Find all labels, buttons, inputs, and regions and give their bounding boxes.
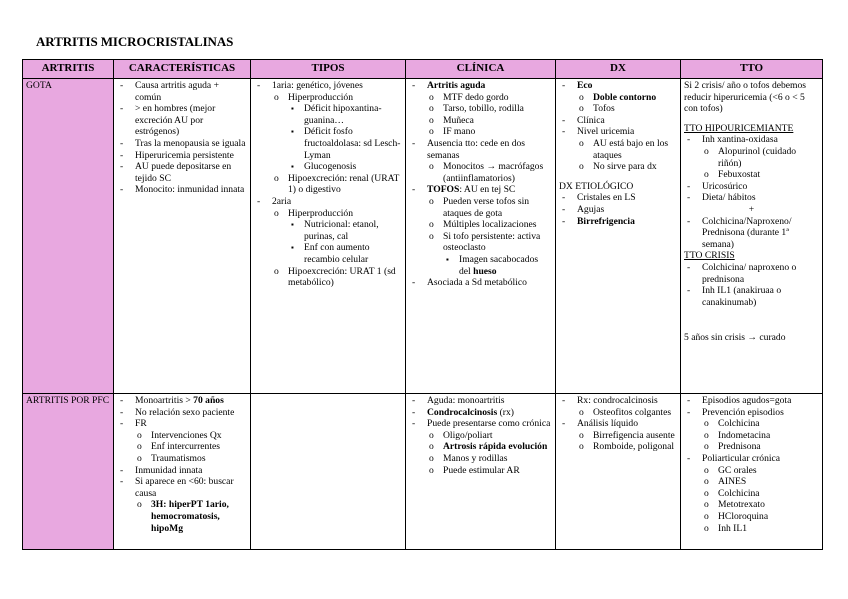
list-item: o AINES: [684, 476, 819, 488]
cell-pfc-tipos: [251, 394, 406, 550]
list-item: - Rx: condrocalcinosis: [559, 395, 677, 407]
list-item: o Manos y rodillas: [409, 453, 552, 465]
list-item: - Análisis líquido: [559, 418, 677, 430]
cell-gota-clinica: [406, 79, 556, 394]
list-item: 5 años sin crisis → curado: [684, 332, 786, 344]
list-item: o Traumatismos: [117, 453, 247, 465]
header-tipos: TIPOS: [251, 60, 406, 79]
list-item: o No sirve para dx: [559, 161, 677, 173]
list-item: - Tras la menopausia se iguala: [117, 138, 247, 150]
list-item: o Pueden verse tofos sin ataques de gota: [409, 196, 552, 219]
list-item: TTO HIPOURICEMIANTE: [684, 122, 794, 134]
cell-gota-dx: [556, 79, 681, 394]
list-item: o Indometacina: [684, 430, 819, 442]
header-dx: DX: [556, 60, 681, 79]
list-item: - Birrefrigencia: [559, 216, 677, 228]
list-item: - Asociada a Sd metabólico: [409, 277, 552, 289]
cell-pfc-caracteristicas: [114, 394, 251, 550]
list-item: o Muñeca: [409, 115, 552, 127]
list-item: - Poliarticular crónica: [684, 453, 819, 465]
list-item: - Dieta/ hábitos: [684, 192, 819, 204]
list-item: o Si tofo persistente: activa osteoclasto: [409, 231, 552, 254]
header-clinica: CLÍNICA: [406, 60, 556, 79]
list-item: o Oligo/poliart: [409, 430, 552, 442]
list-item: o Enf intercurrentes: [117, 441, 247, 453]
header-tto: TTO: [681, 60, 823, 79]
list-item: o Doble contorno: [559, 92, 677, 104]
list-item: o Múltiples localizaciones: [409, 219, 552, 231]
list-item: - Colchicina/Naproxeno/ Prednisona (durante 1ª semana): [684, 216, 819, 251]
list-item: o IF mano: [409, 126, 552, 138]
cell-gota-tipos: [251, 79, 406, 394]
cell-pfc-clinica: [406, 394, 556, 550]
list-item: - Inmunidad innata: [117, 465, 247, 477]
list-item: - Prevención episodios: [684, 407, 819, 419]
list-item: ▪ Déficit hipoxantina-guanina…: [254, 103, 402, 126]
list-item: o Alopurinol (cuidado riñón): [684, 146, 819, 169]
list-item: o Romboide, poligonal: [559, 441, 677, 453]
row-pfc: [23, 394, 823, 550]
header-row: [23, 60, 823, 79]
cell-gota-caracteristicas: [114, 79, 251, 394]
list-item: TTO CRISIS: [684, 250, 735, 262]
list-item: - Causa artritis aguda + común: [117, 80, 247, 103]
list-item: - 2aria: [254, 196, 402, 208]
list-item: - 1aria: genético, jóvenes: [254, 80, 402, 92]
list-item: o 3H: hiperPT 1ario, hemocromatosis, hipoMg: [117, 499, 247, 534]
list-item: ▪ Glucogenosis: [254, 161, 402, 173]
list-item: o Birrefigencia ausente: [559, 430, 677, 442]
list-item: o Tarso, tobillo, rodilla: [409, 103, 552, 115]
list-item: o Colchicina: [684, 488, 819, 500]
list-item: o Metotrexato: [684, 499, 819, 511]
row-gota: [23, 79, 823, 394]
header-caracteristicas: CARACTERÍSTICAS: [114, 60, 251, 79]
list-item: o MTF dedo gordo: [409, 92, 552, 104]
list-item: - Puede presentarse como crónica: [409, 418, 552, 430]
list-item: - Episodios agudos=gota: [684, 395, 819, 407]
list-item: ▪ Nutricional: etanol, purinas, cal: [254, 219, 402, 242]
list-item: o Intervenciones Qx: [117, 430, 247, 442]
row-name-gota: GOTA: [23, 79, 114, 394]
list-item: o Prednisona: [684, 441, 819, 453]
list-item: - > en hombres (mejor excreción AU por estrógenos): [117, 103, 247, 138]
list-item: - Monocito: inmunidad innata: [117, 184, 247, 196]
cell-pfc-tto: [681, 394, 823, 550]
list-item: o HCloroquina: [684, 511, 819, 523]
list-item: o AU está bajo en los ataques: [559, 138, 677, 161]
header-artritis: ARTRITIS: [23, 60, 114, 79]
list-item: o Febuxostat: [684, 169, 819, 181]
list-item: - Agujas: [559, 204, 677, 216]
list-item: - Si aparece en <60: buscar causa: [117, 476, 247, 499]
list-item: DX ETIOLÓGICO: [559, 180, 634, 192]
list-item: - AU puede depositarse en tejido SC: [117, 161, 247, 184]
list-item: o Osteofitos colgantes: [559, 407, 677, 419]
list-item: - Clínica: [559, 115, 677, 127]
list-item: - Nivel uricemia: [559, 126, 677, 138]
list-item: o Monocitos → macrófagos (antiinflamatorios): [409, 161, 552, 184]
list-item: - FR: [117, 418, 247, 430]
list-item: Si 2 crisis/ año o tofos debemos reducir hiperuricemia (<6 o < 5 con tofos): [684, 80, 807, 115]
list-item: o Colchicina: [684, 418, 819, 430]
cell-pfc-dx: [556, 394, 681, 550]
list-item: - Artritis aguda: [409, 80, 552, 92]
summary-table: [22, 59, 823, 550]
list-item: - Inh xantina-oxidasa: [684, 134, 819, 146]
list-item: - No relación sexo paciente: [117, 407, 247, 419]
list-item: - Colchicina/ naproxeno o prednisona: [684, 262, 819, 285]
cell-gota-tto: [681, 79, 823, 394]
list-item: o GC orales: [684, 465, 819, 477]
list-item: - Aguda: monoartritis: [409, 395, 552, 407]
list-item: o Hipoexcreción: renal (URAT 1) o digestivo: [254, 173, 402, 196]
list-item: o Tofos: [559, 103, 677, 115]
list-item: - Eco: [559, 80, 677, 92]
list-item: ▪ Déficit fosfo fructoaldolasa: sd Lesch-Lyman: [254, 126, 402, 161]
list-item: o Puede estimular AR: [409, 465, 552, 477]
page-title: ARTRITIS MICROCRISTALINAS: [36, 34, 234, 49]
list-item: - TOFOS: AU en tej SC: [409, 184, 552, 196]
list-item: - Condrocalcinosis (rx): [409, 407, 552, 419]
list-item: - Inh IL1 (anakiruaa o canakinumab): [684, 285, 819, 308]
list-item: - Monoartritis > 70 años: [117, 395, 247, 407]
list-item: - Cristales en LS: [559, 192, 677, 204]
list-item: ▪ Imagen sacabocados del hueso: [409, 254, 552, 277]
list-item: o Inh IL1: [684, 523, 819, 535]
list-item: - Ausencia tto: cede en dos semanas: [409, 138, 552, 161]
list-item: ▪ Enf con aumento recambio celular: [254, 242, 402, 265]
row-name-pfc: ARTRITIS POR PFC: [23, 394, 114, 550]
list-item: o Hipoexcreción: URAT 1 (sd metabólico): [254, 266, 402, 289]
list-item: - Uricosúrico: [684, 181, 819, 193]
list-item: o Artrosis rápida evolución: [409, 441, 552, 453]
list-item: o Hiperproducción: [254, 208, 402, 220]
list-item: - Hiperuricemia persistente: [117, 150, 247, 162]
list-item: o Hiperproducción: [254, 92, 402, 104]
list-item: +: [748, 203, 755, 215]
